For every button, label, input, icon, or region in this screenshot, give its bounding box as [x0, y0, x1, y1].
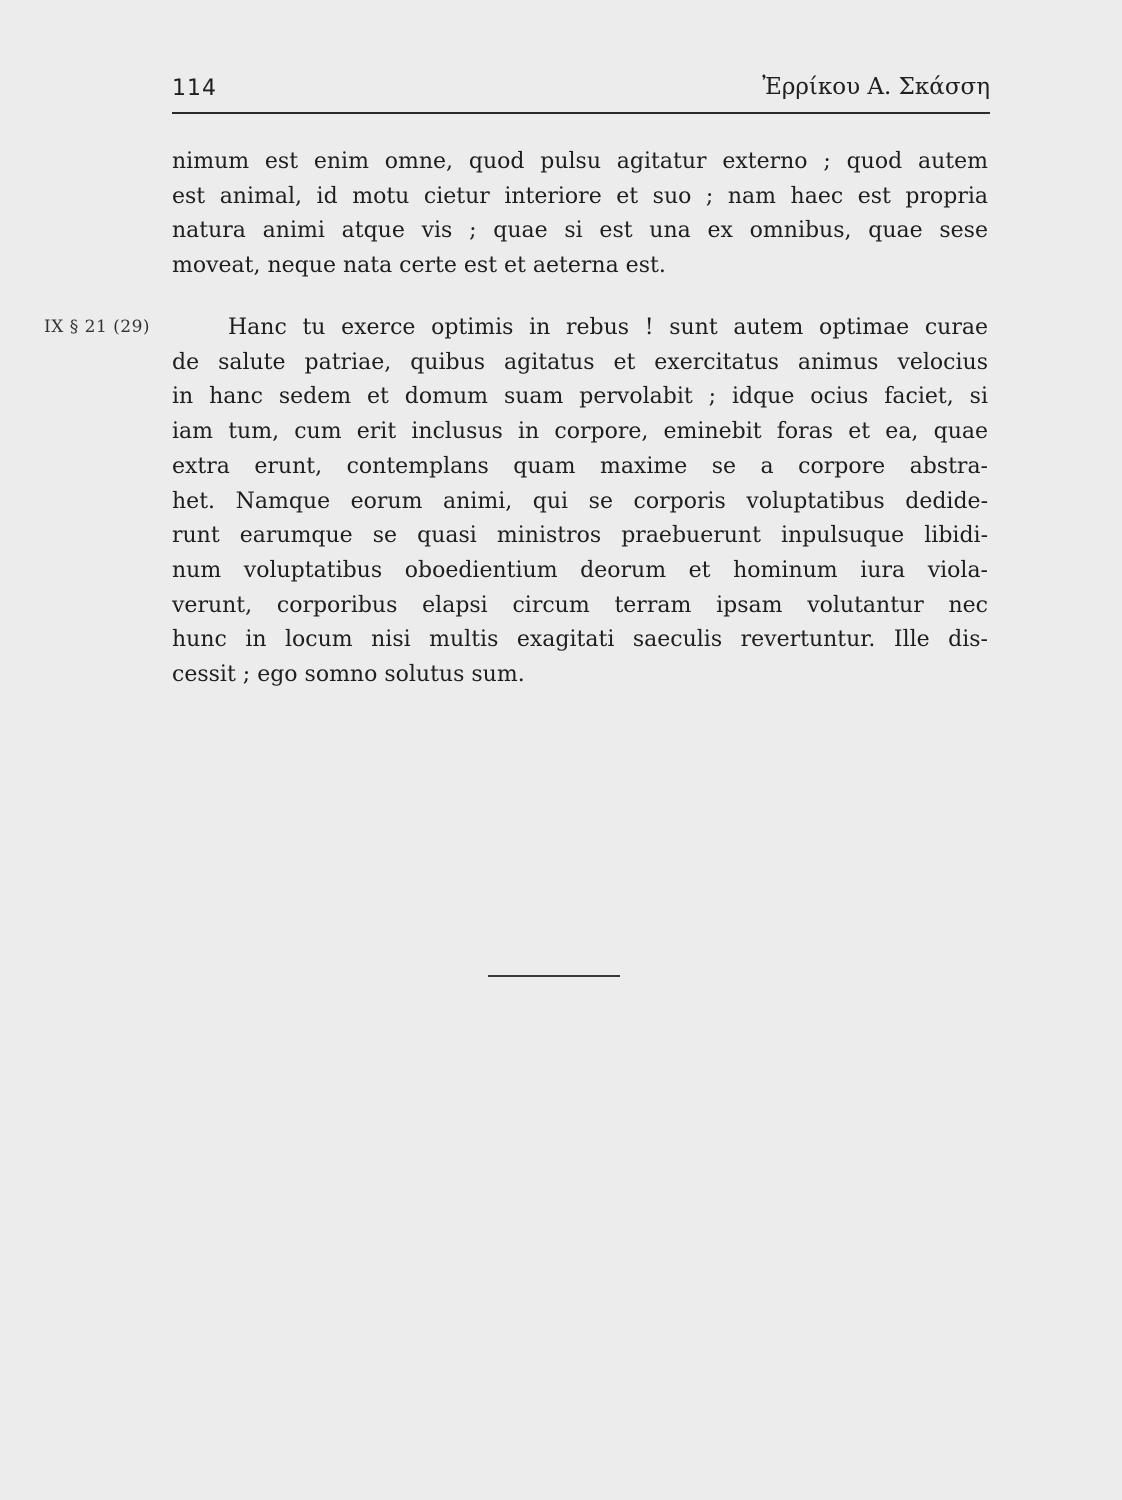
margin-reference: IX § 21 (29) — [44, 317, 151, 337]
text-line: runt earumque se quasi ministros praebuerunt inpulsuque libidi- — [172, 523, 988, 549]
text-line: natura animi atque vis ; quae si est una ex omnibus, quae sese — [172, 218, 988, 244]
text-line: nimum est enim omne, quod pulsu agitatur externo ; quod autem — [172, 149, 988, 174]
text-line: het. Namque eorum animi, qui se corporis voluptatibus dedide- — [172, 488, 988, 514]
text-line: num voluptatibus oboedientium deorum et hominum iura viola- — [172, 557, 988, 583]
text-line: verunt, corporibus elapsi circum terram ipsam volutantur nec — [172, 592, 988, 618]
text-line: de salute patriae, quibus agitatus et exercitatus animus velocius — [172, 349, 988, 375]
running-head — [172, 74, 990, 104]
text-line: moveat, neque nata certe est et aeterna est. — [172, 253, 666, 279]
paragraph-2 — [172, 311, 988, 693]
text-line: est animal, id motu cietur interiore et suo ; nam haec est propria — [172, 183, 988, 209]
text-line: extra erunt, contemplans quam maxime se a corpore abstra- — [172, 453, 988, 479]
section-end-rule — [488, 975, 620, 977]
text-line: iam tum, cum erit inclusus in corpore, eminebit foras et ea, quae — [172, 419, 988, 445]
text-line: cessit ; ego somno solutus sum. — [172, 662, 525, 688]
paragraph-1 — [172, 145, 988, 284]
page-number: 114 — [172, 76, 217, 101]
text-line: Hanc tu exerce optimis in rebus ! sunt autem optimae curae — [228, 315, 988, 340]
header-rule — [172, 112, 990, 114]
running-head-author: Ἐρρίκου Α. Σκάσση — [762, 74, 990, 100]
text-line: in hanc sedem et domum suam pervolabit ; idque ocius faciet, si — [172, 384, 988, 410]
text-line: hunc in locum nisi multis exagitati saeculis revertuntur. Ille dis- — [172, 627, 988, 653]
